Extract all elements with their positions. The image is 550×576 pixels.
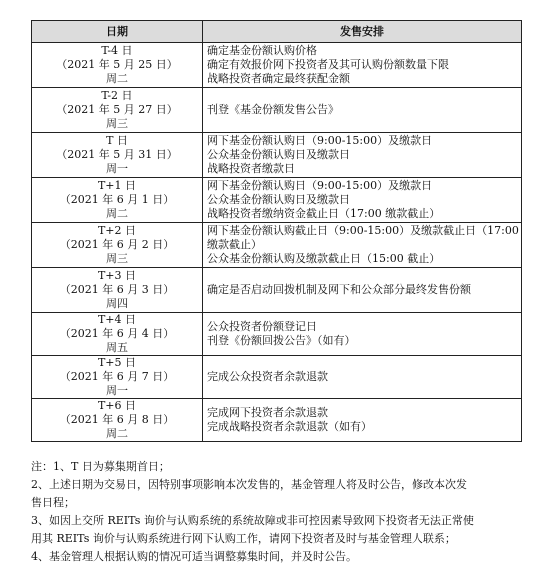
plan-item: 公众基金份额认购及缴款截止日（15:00 截止）	[207, 252, 441, 265]
note-line: 用其 REITs 询价与认购系统进行网下认购工作，请网下投资者及时与基金管理人联系；	[31, 532, 456, 545]
plan-item: 网下基金份额认购日（9:00-15:00）及缴款日	[207, 179, 433, 192]
plan-cell	[203, 223, 522, 268]
table-row	[32, 313, 522, 356]
plan-cell	[203, 133, 522, 178]
issuance-schedule-table	[31, 20, 522, 442]
table-row	[32, 223, 522, 268]
plan-item: 公众投资者份额登记日	[207, 320, 317, 333]
date-day: T 日	[106, 134, 128, 147]
notes-section	[31, 458, 523, 566]
date-date: （2021 年 6 月 2 日）	[59, 238, 175, 251]
date-day: T+4 日	[97, 313, 137, 326]
plan-item: 公众基金份额认购日及缴款日	[207, 193, 350, 206]
date-day: T+6 日	[97, 399, 137, 412]
plan-cell	[203, 178, 522, 223]
table-row	[32, 399, 522, 442]
header-date: 日期	[32, 21, 203, 43]
date-weekday: 周一	[106, 162, 128, 175]
table-header-row	[32, 21, 522, 43]
plan-item: 刊登《份额回拨公告》（如有）	[207, 334, 356, 347]
plan-item: 公众基金份额认购日及缴款日	[207, 148, 350, 161]
date-weekday: 周五	[106, 341, 128, 354]
date-weekday: 周三	[106, 117, 128, 130]
plan-item: 战略投资者确定最终获配金额	[207, 72, 350, 85]
date-date: （2021 年 5 月 27 日）	[56, 103, 178, 116]
plan-cell	[203, 356, 522, 399]
table-row	[32, 133, 522, 178]
date-date: （2021 年 6 月 8 日）	[59, 413, 175, 426]
table-row	[32, 356, 522, 399]
header-plan: 发售安排	[203, 21, 522, 43]
date-date: （2021 年 6 月 4 日）	[59, 327, 175, 340]
plan-item: 战略投资者缴款日	[207, 162, 295, 175]
date-day: T+2 日	[97, 224, 137, 237]
date-weekday: 周二	[106, 207, 128, 220]
date-cell	[32, 223, 203, 268]
plan-item: 网下基金份额认购截止日（9:00-15:00）及缴款截止日（17:00	[207, 224, 519, 237]
date-date: （2021 年 6 月 1 日）	[59, 193, 175, 206]
date-weekday: 周一	[106, 384, 128, 397]
note-line: 注：1、T 日为募集期首日；	[31, 460, 170, 473]
note-line: 售日程；	[31, 496, 75, 509]
date-cell	[32, 178, 203, 223]
note-line: 2、上述日期为交易日，因特别事项影响本次发售的，基金管理人将及时公告，修改本次发	[31, 478, 467, 491]
plan-cell	[203, 43, 522, 88]
date-day: T-2 日	[101, 89, 133, 102]
date-date: （2021 年 6 月 3 日）	[59, 283, 175, 296]
date-day: T+3 日	[97, 269, 137, 282]
date-cell	[32, 88, 203, 133]
plan-item: 战略投资者缴纳资金截止日（17:00 缴款截止）	[207, 207, 441, 220]
date-cell	[32, 43, 203, 88]
note-line: 3、如因上交所 REITs 询价与认购系统的系统故障或非可控因素导致网下投资者无法正常使	[31, 514, 474, 527]
date-cell	[32, 399, 203, 442]
plan-cell	[203, 88, 522, 133]
date-cell	[32, 313, 203, 356]
plan-cell	[203, 313, 522, 356]
table-row	[32, 268, 522, 313]
plan-item: 刊登《基金份额发售公告》	[207, 103, 339, 116]
table-row	[32, 88, 522, 133]
date-weekday: 周二	[106, 72, 128, 85]
plan-item: 网下基金份额认购日（9:00-15:00）及缴款日	[207, 134, 433, 147]
table-body	[32, 43, 522, 442]
date-weekday: 周三	[106, 252, 128, 265]
date-day: T+5 日	[97, 356, 137, 369]
plan-item: 确定是否启动回拨机制及网下和公众部分最终发售份额	[207, 283, 471, 296]
date-date: （2021 年 5 月 25 日）	[56, 58, 178, 71]
plan-item: 完成网下投资者余款退款	[207, 406, 328, 419]
date-cell	[32, 133, 203, 178]
date-day: T-4 日	[101, 44, 133, 57]
date-day: T+1 日	[97, 179, 137, 192]
plan-cell	[203, 399, 522, 442]
plan-cell	[203, 268, 522, 313]
date-date: （2021 年 5 月 31 日）	[56, 148, 178, 161]
plan-item: 确定基金份额认购价格	[207, 44, 317, 57]
date-cell	[32, 356, 203, 399]
plan-item: 确定有效报价网下投资者及其可认购份额数量下限	[207, 58, 449, 71]
date-cell	[32, 268, 203, 313]
table-row	[32, 43, 522, 88]
date-weekday: 周四	[106, 297, 128, 310]
plan-item: 缴款截止）	[207, 238, 262, 251]
date-weekday: 周二	[106, 427, 128, 440]
table-row	[32, 178, 522, 223]
date-date: （2021 年 6 月 7 日）	[59, 370, 175, 383]
note-line: 4、基金管理人根据认购的情况可适当调整募集时间，并及时公告。	[31, 550, 357, 563]
plan-item: 完成战略投资者余款退款（如有）	[207, 420, 372, 433]
plan-item: 完成公众投资者余款退款	[207, 370, 328, 383]
